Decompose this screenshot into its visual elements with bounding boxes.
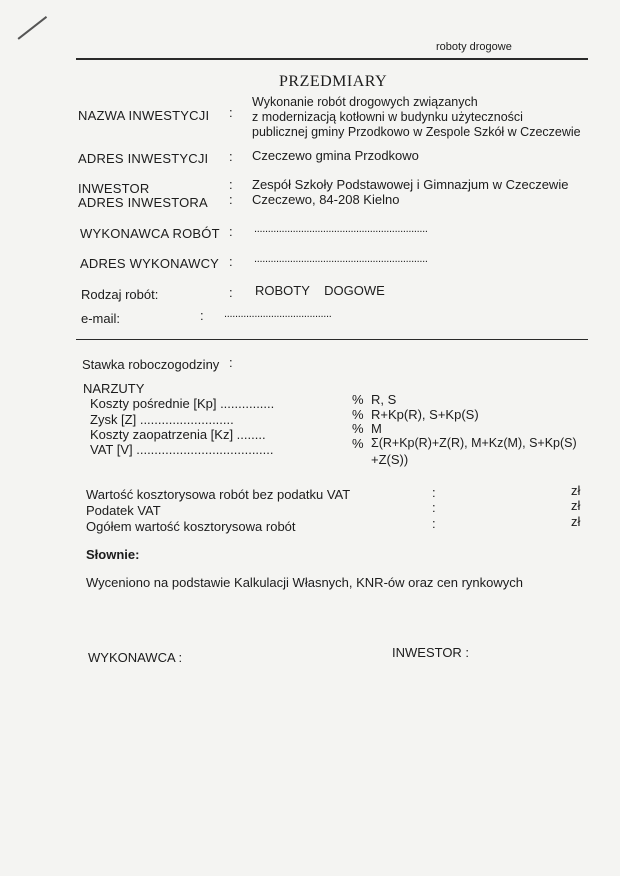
investment-address-value: Czeczewo gmina Przodkowo [252, 148, 419, 163]
page-title: PRZEDMIARY [279, 73, 388, 90]
work-type-colon: : [229, 285, 233, 300]
total-net-label: Wartość kosztorysowa robót bez podatku VAT [86, 487, 351, 502]
surcharge-percent: % [352, 407, 364, 422]
investment-name-line-2: z modernizacją kotłowni w budynku użyteczności [252, 110, 523, 124]
investment-address-label: ADRES INWESTYCJI [78, 151, 209, 166]
vat-colon: : [432, 500, 436, 515]
investment-name-line-3: publicznej gminy Przodkowo w Zespole Szkół w Czeczewie [252, 125, 581, 139]
surcharge-label: Koszty zaopatrzenia [Kz] ........ [90, 427, 266, 442]
surcharge-formula: R+Kp(R), S+Kp(S) [371, 407, 479, 422]
surcharge-percent: % [352, 421, 364, 436]
surcharge-label: Zysk [Z] .......................... [90, 412, 234, 427]
contractor-label: WYKONAWCA ROBÓT [80, 226, 220, 241]
hourly-rate-colon: : [229, 355, 233, 370]
total-net-colon: : [432, 485, 436, 500]
work-type-value: ROBOTY DOGOWE [255, 283, 385, 298]
surcharge-label: VAT [V] ...................................... [90, 442, 274, 457]
surcharge-label: Koszty pośrednie [Kp] ............... [90, 396, 275, 411]
contractor-address-field: ............................................................... [254, 253, 428, 265]
vat-label: Podatek VAT [86, 503, 161, 518]
contractor-address-label: ADRES WYKONAWCY [80, 256, 220, 271]
vat-unit: zł [571, 498, 581, 513]
total-gross-colon: : [432, 516, 436, 531]
pen-mark [18, 16, 47, 39]
signature-contractor: WYKONAWCA : [88, 650, 183, 665]
surcharge-formula: M [371, 421, 382, 436]
email-colon: : [200, 308, 204, 323]
surcharge-percent: % [352, 436, 364, 451]
surcharges-heading: NARZUTY [83, 381, 145, 396]
surcharge-formula: Σ(R+Kp(R)+Z(R), M+Kz(M), S+Kp(S) [371, 436, 577, 450]
investment-address-colon: : [229, 149, 233, 164]
investor-colon: : [229, 177, 233, 192]
signature-investor: INWESTOR : [392, 645, 470, 660]
contractor-address-colon: : [229, 254, 233, 269]
investment-name-line-1: Wykonanie robót drogowych związanych [252, 95, 478, 109]
total-net-unit: zł [571, 483, 581, 498]
work-type-label: Rodzaj robót: [81, 287, 159, 302]
email-field: ....................................... [224, 308, 332, 320]
header-right-label: roboty drogowe [436, 41, 512, 53]
surcharge-formula: R, S [371, 392, 397, 407]
total-gross-label: Ogółem wartość kosztorysowa robót [86, 519, 296, 534]
top-rule [76, 58, 588, 60]
investor-address-value: Czeczewo, 84-208 Kielno [252, 192, 400, 207]
surcharge-percent: % [352, 392, 364, 407]
valuation-basis: Wyceniono na podstawie Kalkulacji Własnych, KNR-ów oraz cen rynkowych [86, 575, 524, 590]
surcharge-formula-continuation: +Z(S)) [371, 452, 409, 467]
email-label: e-mail: [81, 311, 121, 326]
contractor-colon: : [229, 224, 233, 239]
investor-value: Zespół Szkoły Podstawowej i Gimnazjum w Czeczewie [252, 177, 569, 192]
in-words-label: Słownie: [86, 547, 140, 562]
investment-name-colon: : [229, 105, 233, 120]
total-gross-unit: zł [571, 514, 581, 529]
investor-address-label: ADRES INWESTORA [78, 195, 208, 210]
section-rule [76, 339, 588, 340]
investor-address-colon: : [229, 192, 233, 207]
hourly-rate-label: Stawka roboczogodziny [82, 357, 220, 372]
investment-name-label: NAZWA INWESTYCJI [78, 108, 210, 123]
bleed-through-text [190, 28, 192, 37]
contractor-field: ............................................................... [254, 223, 428, 235]
investor-label: INWESTOR [78, 181, 150, 196]
